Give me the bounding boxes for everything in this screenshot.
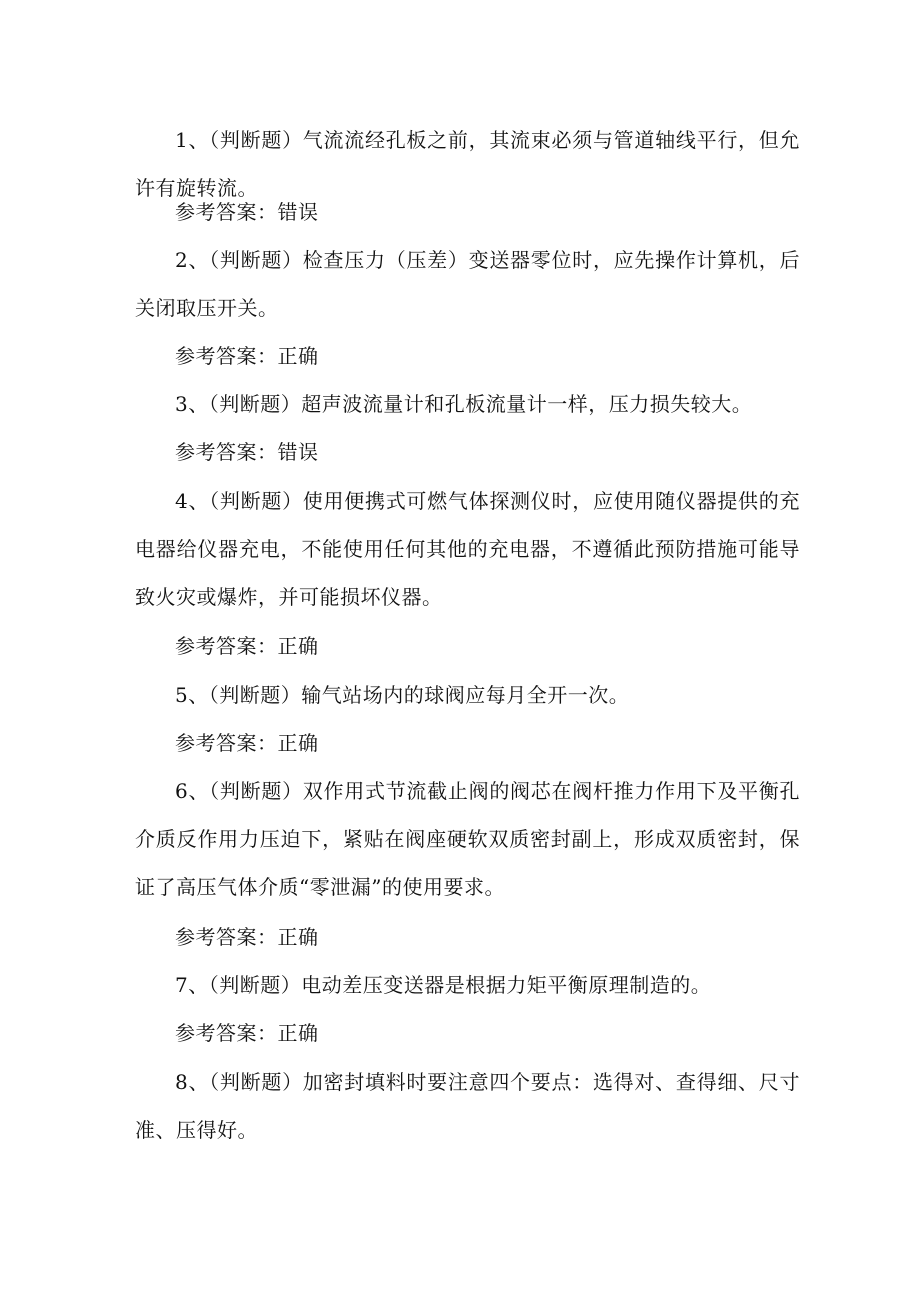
- question-2: 2、（判断题）检查压力（压差）变送器零位时，应先操作计算机，后关闭取压开关。: [135, 248, 800, 320]
- question-8: 8、（判断题）加密封填料时要注意四个要点：选得对、查得细、尺寸准、压得好。: [135, 1070, 800, 1142]
- answer-3: 参考答案：错误: [175, 440, 319, 464]
- question-5: 5、（判断题）输气站场内的球阀应每月全开一次。: [175, 683, 630, 707]
- answer-1: 参考答案：错误: [175, 200, 319, 224]
- question-3: 3、（判断题）超声波流量计和孔板流量计一样，压力损失较大。: [175, 392, 753, 416]
- answer-5: 参考答案：正确: [175, 731, 319, 755]
- answer-6: 参考答案：正确: [175, 925, 319, 949]
- question-6: 6、（判断题）双作用式节流截止阀的阀芯在阀杆推力作用下及平衡孔介质反作用力压迫下，紧贴在阀座硬软双质密封副上，形成双质密封，保证了高压气体介质“零泄漏”的使用要求。: [135, 779, 800, 899]
- question-7: 7、（判断题）电动差压变送器是根据力矩平衡原理制造的。: [175, 973, 712, 997]
- answer-2: 参考答案：正确: [175, 344, 319, 368]
- answer-4: 参考答案：正确: [175, 634, 319, 658]
- question-4: 4、（判断题）使用便携式可燃气体探测仪时，应使用随仪器提供的充电器给仪器充电，不能使用任何其他的充电器，不遵循此预防措施可能导致火灾或爆炸，并可能损坏仪器。: [135, 489, 800, 609]
- question-1: 1、（判断题）气流流经孔板之前，其流束必须与管道轴线平行，但允许有旋转流。: [135, 128, 800, 200]
- answer-7: 参考答案：正确: [175, 1021, 319, 1045]
